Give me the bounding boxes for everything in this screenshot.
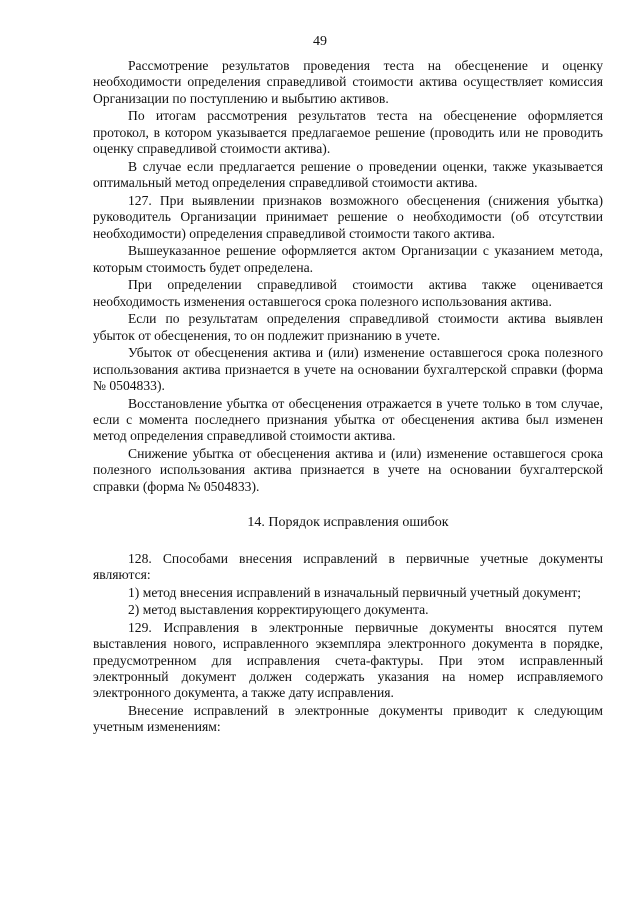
- section-heading: 14. Порядок исправления ошибок: [247, 515, 449, 531]
- paragraph: При определении справедливой стоимости актива также оценивается необходимость изменения оставшегося срока полезного использования актива.: [93, 277, 603, 309]
- paragraph: Рассмотрение результатов проведения теста на обесценение и оценку необходимости определения справедливой стоимости актива осуществляет комиссия Организации по поступлению и выбытию активов.: [93, 58, 603, 106]
- paragraph: 129. Исправления в электронные первичные документы вносятся путем выставления нового, исправленного экземпляра электронного документа в порядке, предусмотренном для исправления счета-фактуры. При этом исправленный электронный документ должен содержать указания на номер исправляемого электронного документа, а также дату исправления.: [93, 619, 603, 701]
- paragraph: Если по результатам определения справедливой стоимости актива выявлен убыток от обесценения, то он подлежит признанию в учете.: [93, 311, 603, 343]
- paragraph: Восстановление убытка от обесценения отражается в учете только в том случае, если с момента последнего признания убытка от обесценения актива был изменен метод определения справедливой стоимости актива.: [93, 395, 603, 444]
- paragraph: Снижение убытка от обесценения актива и (или) изменение оставшегося срока полезного использования актива признается в учете на основании бухгалтерской справки (форма № 0504833).: [93, 446, 603, 494]
- paragraph: Убыток от обесценения актива и (или) изменение оставшегося срока полезного использования актива признается в учете на основании бухгалтерской справки (форма № 0504833).: [93, 345, 603, 394]
- paragraph: 128. Способами внесения исправлений в первичные учетные документы являются:: [93, 550, 603, 583]
- paragraph: По итогам рассмотрения результатов теста на обесценение оформляется протокол, в котором указывается предлагаемое решение (проводить или не проводить оценку справедливой стоимости актива).: [93, 108, 603, 157]
- paragraph: 127. При выявлении признаков возможного обесценения (снижения убытка) руководитель Организации принимает решение о необходимости (об отсутствии необходимости) определения справедливой стоимости такого актива.: [93, 192, 603, 241]
- document-body: [93, 58, 603, 737]
- page-number: 49: [313, 34, 327, 49]
- paragraph: 2) метод выставления корректирующего документа.: [128, 602, 429, 618]
- paragraph: 1) метод внесения исправлений в изначальный первичный учетный документ;: [128, 584, 582, 600]
- paragraph: Внесение исправлений в электронные документы приводит к следующим учетным изменениям:: [93, 703, 603, 735]
- paragraph: Вышеуказанное решение оформляется актом Организации с указанием метода, которым стоимость будет определена.: [93, 243, 603, 275]
- paragraph: В случае если предлагается решение о проведении оценки, также указывается оптимальный метод определения справедливой стоимости актива.: [93, 158, 603, 191]
